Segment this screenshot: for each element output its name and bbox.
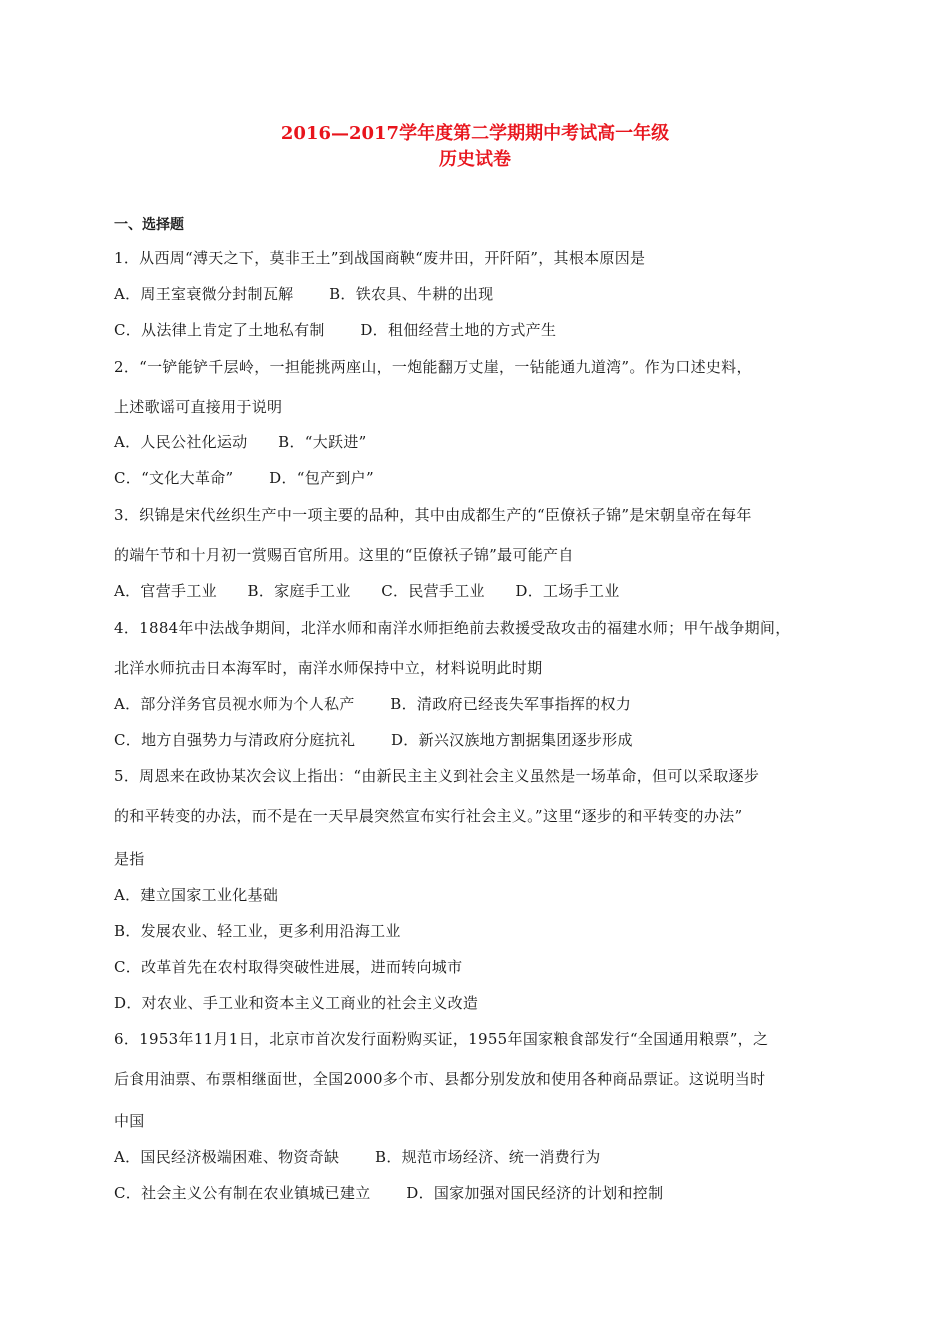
question-4-options-row2: C．地方自强势力与清政府分庭抗礼 D．新兴汉族地方割据集团逐步形成 <box>114 731 633 749</box>
exam-title-line2: 历史试卷 <box>439 149 511 170</box>
question-6-stem-line3: 中国 <box>114 1112 145 1130</box>
question-2-stem-line1: 2．“一铲能铲千层岭，一担能挑两座山，一炮能翻万丈崖，一钻能通九道湾”。作为口述史料， <box>114 358 752 376</box>
question-1-stem: 1．从西周“溥天之下，莫非王土”到战国商鞅“废井田，开阡陌”，其根本原因是 <box>114 249 646 267</box>
question-3-stem-line1: 3．织锦是宋代丝织生产中一项主要的品种，其中由成都生产的“臣僚袄子锦”是宋朝皇帝在每年 <box>114 506 752 524</box>
question-5-stem-line1: 5．周恩来在政协某次会议上指出：“由新民主主义到社会主义虽然是一场革命，但可以采取逐步 <box>114 767 760 785</box>
question-1-options-row1: A．周王室衰微分封制瓦解 B．铁农具、牛耕的出现 <box>114 285 494 303</box>
question-2-options-row2: C．“文化大革命” D．“包产到户” <box>114 469 374 487</box>
question-4-stem-line1: 4．1884年中法战争期间，北洋水师和南洋水师拒绝前去救援受敌攻击的福建水师；甲午战争期间， <box>114 619 791 637</box>
question-6-options-row1: A．国民经济极端困难、物资奇缺 B．规范市场经济、统一消费行为 <box>114 1148 601 1166</box>
question-6-options-row2: C．社会主义公有制在农业镇城已建立 D．国家加强对国民经济的计划和控制 <box>114 1184 664 1202</box>
question-3-options-row1: A．官营手工业 B．家庭手工业 C．民营手工业 D．工场手工业 <box>114 582 620 600</box>
question-6-stem-line1: 6．1953年11月1日，北京市首次发行面粉购买证，1955年国家粮食部发行“全国通用粮票”，之 <box>114 1030 769 1048</box>
question-4-options-row1: A．部分洋务官员视水师为个人私产 B．清政府已经丧失军事指挥的权力 <box>114 695 632 713</box>
question-6-stem-line2: 后食用油票、布票相继面世，全国2000多个市、县都分别发放和使用各种商品票证。这说明当时 <box>114 1070 766 1088</box>
question-4-stem-line2: 北洋水师抗击日本海军时，南洋水师保持中立，材料说明此时期 <box>114 659 543 677</box>
question-2-stem-line2: 上述歌谣可直接用于说明 <box>114 398 283 416</box>
question-5-option-a: A．建立国家工业化基础 <box>114 886 279 904</box>
question-5-option-d: D．对农业、手工业和资本主义工商业的社会主义改造 <box>114 994 479 1012</box>
question-5-stem-line2: 的和平转变的办法，而不是在一天早晨突然宣布实行社会主义。”这里“逐步的和平转变的办法” <box>114 807 743 825</box>
question-5-stem-line3: 是指 <box>114 850 145 868</box>
question-3-stem-line2: 的端午节和十月初一赏赐百官所用。这里的“臣僚袄子锦”最可能产自 <box>114 546 574 564</box>
question-5-option-c: C．改革首先在农村取得突破性进展，进而转向城市 <box>114 958 463 976</box>
question-1-options-row2: C．从法律上肯定了土地私有制 D．租佃经营土地的方式产生 <box>114 321 557 339</box>
exam-title-line1: 2016—2017学年度第二学期期中考试高一年级 <box>280 123 670 144</box>
section-heading: 一、选择题 <box>114 217 184 233</box>
question-2-options-row1: A．人民公社化运动 B．“大跃进” <box>114 433 367 451</box>
question-5-option-b: B．发展农业、轻工业，更多利用沿海工业 <box>114 922 401 940</box>
